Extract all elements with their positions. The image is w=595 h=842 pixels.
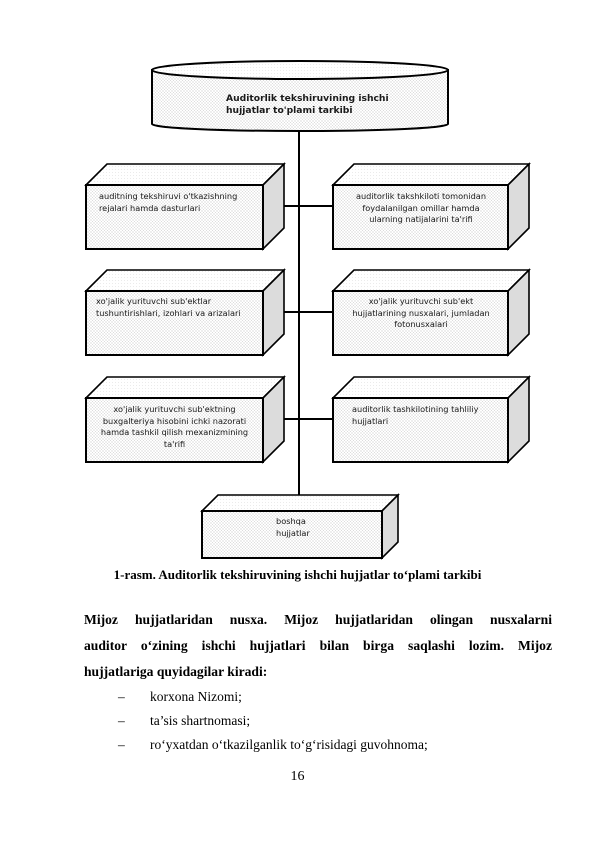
diagram-title-line: hujjatlar to'plami tarkibi <box>226 105 353 116</box>
box-text-line: fotonusxalari <box>394 319 448 329</box>
bullet-dash: – <box>118 689 125 704</box>
box-left-mid-text <box>96 296 262 319</box>
paragraph-line: auditor o‘zining ishchi hujjatlari bilan birga saqlashi lozim. Mijoz <box>84 638 552 653</box>
box-right-mid-text <box>336 296 506 331</box>
list-item-text: korxona Nizomi; <box>150 689 242 704</box>
box-text-line: auditorlik takshkiloti tomonidan <box>355 191 487 201</box>
box-text-line: xo'jalik yurituvchi sub'ektning <box>113 404 236 414</box>
box-left-top-text <box>99 191 259 214</box>
list-item-text: ro‘yxatdan o‘tkazilganlik to‘g‘risidagi guvohnoma; <box>150 737 428 752</box>
diagram-title <box>226 93 389 117</box>
box-text-line: ta'rifi <box>163 438 186 449</box>
box-text-line: ularning natijalarini ta'rifi <box>369 214 473 224</box>
box-right-top-text <box>336 191 506 226</box>
list-item-text: ta’sis shartnomasi; <box>150 713 251 728</box>
diagram-title-line: Auditorlik tekshiruvining ishchi <box>226 93 389 104</box>
box-text-line: tushuntirishlari, izohlari va arizalari <box>96 307 241 318</box>
box-text-line: buxgalteriya hisobini ichki nazorati <box>102 415 247 426</box>
box-text-line: hamda tashkil qilish mexanizmining <box>100 427 249 437</box>
box-text-line: boshqa <box>276 516 306 526</box>
box-text-line: auditning tekshiruvi o'tkazishning <box>99 191 238 201</box>
box-bottom-text <box>276 516 376 539</box>
box-text-line: hujjatlarining nusxalari, jumladan <box>352 307 490 318</box>
bullet-dash: – <box>118 713 125 728</box>
box-text-line: xo'jalik yurituvchi sub'ektlar <box>96 296 212 306</box>
list-item <box>118 737 428 753</box>
box-text-line: xo'jalik yurituvchi sub'ekt <box>368 296 474 306</box>
list-item <box>118 689 242 705</box>
list-item <box>118 713 250 729</box>
box-right-low-text <box>352 404 506 427</box>
box-text-line: hujjatlari <box>352 415 389 426</box>
paragraph-line: hujjatlariga quyidagilar kiradi: <box>84 664 268 679</box>
box-text-line: rejalari hamda dasturlari <box>99 202 201 213</box>
box-text-line: auditorlik tashkilotining tahliliy <box>352 404 479 414</box>
figure-caption: 1-rasm. Auditorlik tekshiruvining ishchi hujjatlar to‘plami tarkibi <box>113 567 482 582</box>
page-number: 16 <box>290 769 305 784</box>
box-left-low-text <box>88 404 261 450</box>
paragraph-line: Mijoz hujjatlaridan nusxa. Mijoz hujjatlaridan olingan nusxalarni <box>84 612 552 627</box>
box-text-line: foydalanilgan omillar hamda <box>362 202 480 213</box>
box-text-line: hujjatlar <box>276 527 310 538</box>
bullet-dash: – <box>118 737 125 752</box>
